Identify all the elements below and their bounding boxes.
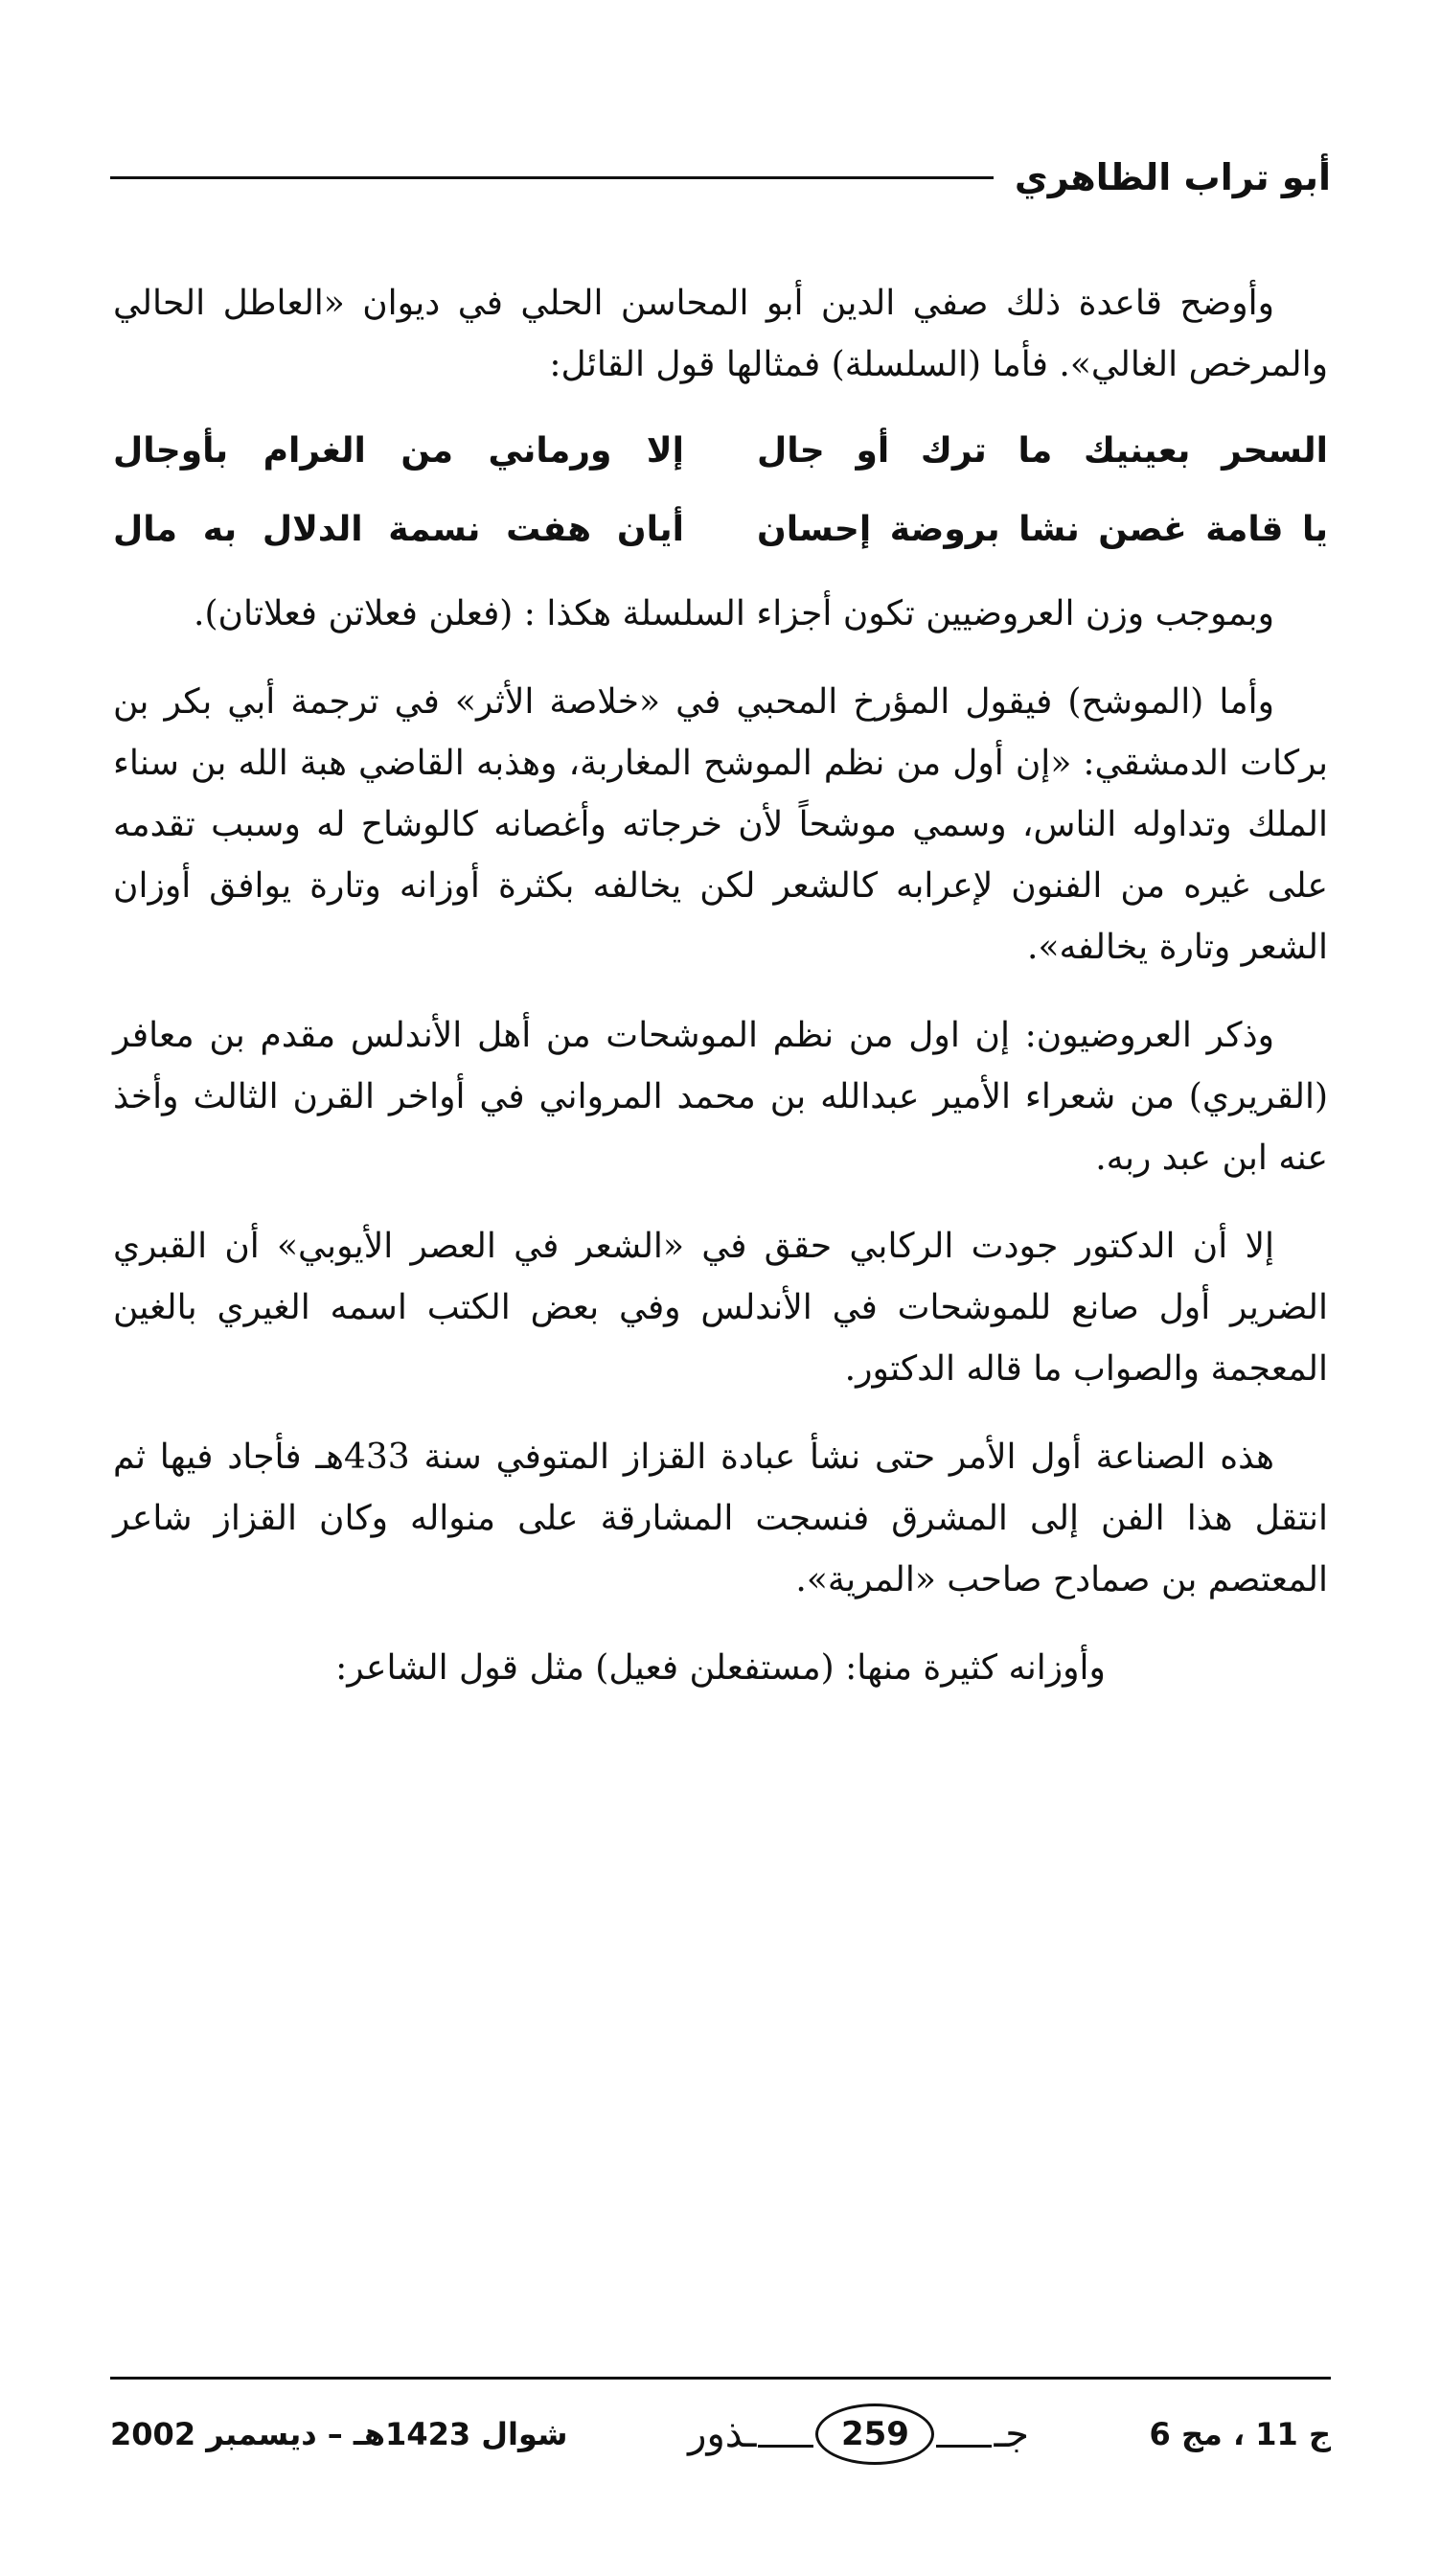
header-rule: [110, 176, 994, 179]
paragraph-3: وأما (الموشح) فيقول المؤرخ المحبي في «خلاصة الأثر» في ترجمة أبي بكر بن بركات الدمشقي: «إن أول من نظم الموشح المغاربة، وهذبه القاضي هبة الله بن سناء الملك وتداوله الناس، وسمي موشحاً لأن خرجاته وأغصانه كالوشاح له وسبب تقدمه على غيره من الفنون لإعرابه كالشعر لكن يخالفه بكثرة أوزانه وتارة يوافق أوزان الشعر وتارة يخالفه».: [113, 682, 1328, 967]
paragraph-1: وأوضح قاعدة ذلك صفي الدين أبو المحاسن الحلي في ديوان «العاطل الحالي والمرخص الغالي». فأما (السلسلة) فمثالها قول القائل:: [113, 284, 1328, 384]
footer-date: شوال 1423هـ – ديسمبر 2002: [110, 2416, 568, 2452]
footer-rule: [110, 2377, 1331, 2380]
journal-tail-rule-2: [758, 2445, 813, 2448]
verse-1-first-hemistich: السحر بعينيك ما ترك أو جال: [757, 431, 1328, 471]
footer-journal-right: ـذور: [688, 2412, 757, 2456]
running-header: [110, 144, 1331, 211]
paragraph-7: وأوزانه كثيرة منها: (مستفعلن فعيل) مثل قول الشاعر:: [335, 1648, 1106, 1688]
paragraph-6: هذه الصناعة أول الأمر حتى نشأ عبادة القزاز المتوفي سنة 433هـ فأجاد فيها ثم انتقل هذا الفن إلى المشرق فنسجت المشارقة على منواله وكان القزاز شاعر المعتصم بن صمادح صاحب «المرية».: [113, 1438, 1328, 1599]
footer-journal-left: جـ: [994, 2412, 1029, 2456]
footer-issue: ج 11 ، مج 6: [1149, 2416, 1331, 2452]
footer-journal-mark: [688, 2404, 1029, 2465]
paragraph-4: وذكر العروضيون: إن اول من نظم الموشحات من أهل الأندلس مقدم بن معافر (القريري) من شعراء الأمير عبدالله بن محمد المرواني في أواخر القرن الثالث وأخذ عنه ابن عبد ربه.: [113, 1016, 1328, 1178]
running-header-author: أبو تراب الظاهري: [1014, 156, 1331, 198]
paragraph-2: وبموجب وزن العروضيين تكون أجزاء السلسلة هكذا : (فعلن فعلاتن فعلاتان).: [194, 594, 1274, 633]
page-number: 259: [815, 2404, 934, 2465]
journal-tail-rule: [936, 2445, 992, 2448]
verse-2-first-hemistich: يا قامة غصن نشا بروضة إحسان: [757, 510, 1328, 549]
paragraph-5: إلا أن الدكتور جودت الركابي حقق في «الشعر في العصر الأيوبي» أن القبري الضرير أول صانع للموشحات في الأندلس وفي بعض الكتب اسمه الغيري بالغين المعجمة والصواب ما قاله الدكتور.: [113, 1227, 1328, 1389]
article-body: [113, 273, 1328, 1726]
verse-2-second-hemistich: أيان هفت نسمة الدلال به مال: [113, 510, 684, 549]
verse-block: [113, 423, 1328, 559]
page-footer: [110, 2396, 1331, 2472]
verse-line-2: [113, 501, 1328, 559]
verse-line-1: [113, 423, 1328, 480]
verse-1-second-hemistich: إلا ورماني من الغرام بأوجال: [113, 431, 684, 471]
